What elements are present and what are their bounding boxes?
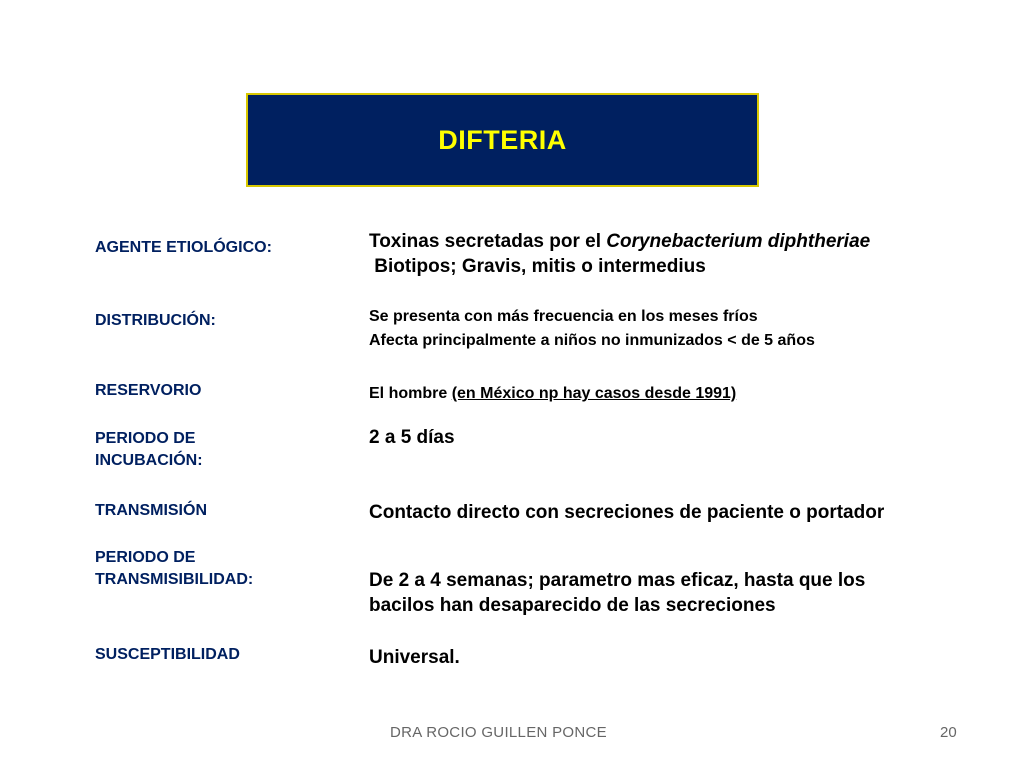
label-agente: AGENTE ETIOLÓGICO: bbox=[95, 239, 272, 256]
value-agente-line2: Biotipos; Gravis, mitis o intermedius bbox=[369, 256, 706, 277]
label-susceptibilidad: SUSCEPTIBILIDAD bbox=[95, 646, 240, 663]
label-transmisibilidad-line1: PERIODO DE bbox=[95, 549, 196, 566]
value-agente-line1 bbox=[369, 229, 870, 254]
label-distribucion: DISTRIBUCIÓN: bbox=[95, 312, 216, 329]
value-transmisibilidad-line1: De 2 a 4 semanas; parametro mas eficaz, hasta que los bbox=[369, 570, 866, 591]
slide-title: DIFTERIA bbox=[438, 124, 567, 155]
value-reservorio-note: (en México np hay casos desde 1991) bbox=[451, 385, 737, 402]
page-number: 20 bbox=[940, 724, 957, 741]
value-distribucion bbox=[369, 305, 815, 353]
footer-author: DRA ROCIO GUILLEN PONCE bbox=[390, 724, 607, 741]
value-transmision: Contacto directo con secreciones de paciente o portador bbox=[369, 502, 885, 523]
label-incubacion-line1: PERIODO DE bbox=[95, 430, 196, 447]
label-incubacion bbox=[95, 428, 203, 472]
label-reservorio: RESERVORIO bbox=[95, 382, 202, 399]
label-transmisibilidad bbox=[95, 547, 253, 591]
value-agente-species: Corynebacterium diphtheriae bbox=[606, 231, 871, 252]
label-incubacion-line2: INCUBACIÓN: bbox=[95, 452, 203, 469]
value-incubacion: 2 a 5 días bbox=[369, 427, 455, 448]
value-distribucion-line1: Se presenta con más frecuencia en los meses fríos bbox=[369, 308, 758, 325]
label-transmisibilidad-line2: TRANSMISIBILIDAD: bbox=[95, 571, 254, 588]
value-agente bbox=[369, 229, 870, 279]
value-reservorio-prefix: El hombre bbox=[369, 385, 452, 402]
value-susceptibilidad: Universal. bbox=[369, 647, 460, 668]
value-reservorio bbox=[369, 382, 736, 406]
value-transmisibilidad bbox=[369, 568, 865, 618]
label-transmision: TRANSMISIÓN bbox=[95, 502, 207, 519]
title-banner bbox=[246, 93, 759, 187]
value-agente-prefix: Toxinas secretadas por el bbox=[369, 231, 607, 252]
value-distribucion-line2: Afecta principalmente a niños no inmunizados < de 5 años bbox=[369, 332, 815, 349]
value-transmisibilidad-line2: bacilos han desaparecido de las secreciones bbox=[369, 595, 776, 616]
